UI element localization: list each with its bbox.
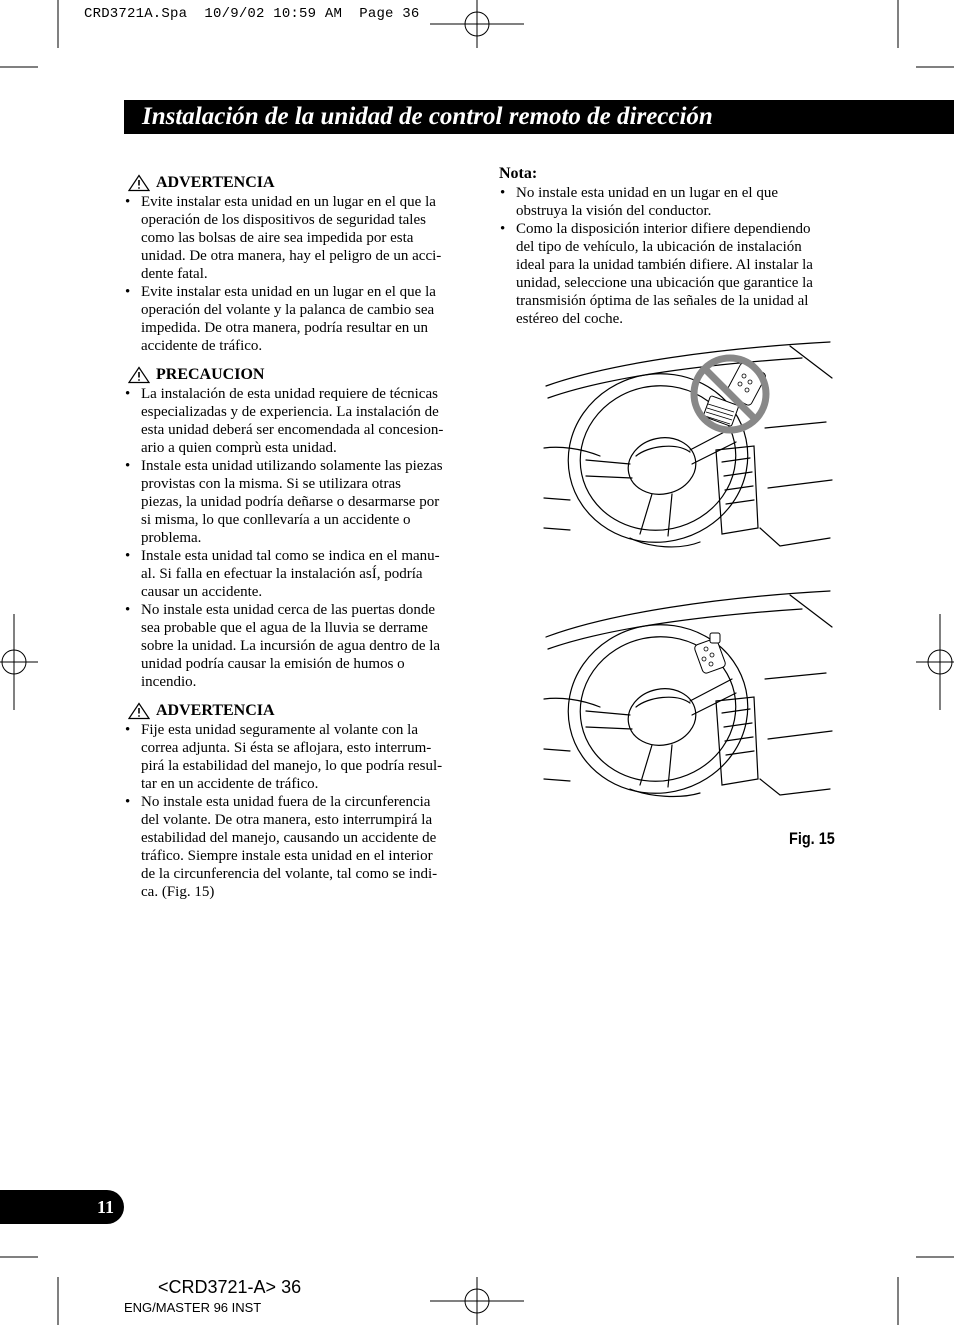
list-item [124, 457, 469, 547]
section-list [124, 193, 469, 355]
page-number: 11 [0, 1190, 124, 1224]
text-line: Como la disposición interior difiere dependiendo [516, 221, 811, 237]
text-line: tar en un accidente de tráfico. [141, 776, 319, 792]
section-heading [124, 173, 469, 193]
note-list [499, 184, 844, 328]
bullet: • [125, 284, 131, 300]
section-heading-text: PRECAUCION [156, 366, 265, 383]
text-line: estéreo del coche. [516, 311, 624, 327]
text-line: problema. [141, 530, 202, 546]
text-line: causar un accidente. [141, 584, 263, 600]
text-line: de la circunferencia del volante, tal como se indi- [141, 866, 438, 882]
page-title: Instalación de la unidad de control remoto de dirección [124, 100, 954, 134]
text-line: La instalación de esta unidad requiere de técnicas [141, 386, 438, 402]
warning-triangle-icon [128, 366, 150, 384]
text-line: esta unidad deberá ser encomendada al concesion- [141, 422, 444, 438]
text-line: unidad podría causar la emisión de humos o [141, 656, 405, 672]
text-line: incendio. [141, 674, 197, 690]
text-line: Evite instalar esta unidad en un lugar en el que la [141, 194, 436, 210]
bullet: • [125, 794, 131, 810]
text-line: operación de los dispositivos de seguridad tales [141, 212, 426, 228]
text-line: estabilidad del manejo, causando un accidente de [141, 830, 437, 846]
bullet: • [125, 548, 131, 564]
figure-label: Fig. 15 [789, 829, 835, 848]
text-line: correa adjunta. Si ésta se aflojara, esto interrum- [141, 740, 432, 756]
list-item [499, 220, 844, 328]
steering-wheel-illustration-bottom [540, 585, 840, 800]
text-line: especializadas y de experiencia. La instalación de [141, 404, 439, 420]
bullet: • [125, 722, 131, 738]
text-line: accidente de tráfico. [141, 338, 263, 354]
text-line: como las bolsas de aire sea impedida por esta [141, 230, 414, 246]
list-item [499, 184, 844, 220]
text-line: Evite instalar esta unidad en un lugar en el que la [141, 284, 436, 300]
print-slug: CRD3721A.Spa 10/9/02 10:59 AM Page 36 [84, 6, 420, 22]
bullet: • [125, 458, 131, 474]
right-column [499, 164, 844, 328]
text-line: dente fatal. [141, 266, 208, 282]
text-line: unidad, seleccione una ubicación que garantice la [516, 275, 813, 291]
text-line: si misma, lo que conllevaría a un accidente o [141, 512, 411, 528]
list-item [124, 385, 469, 457]
text-line: Instale esta unidad tal como se indica en el manu- [141, 548, 440, 564]
text-line: al. Si falla en efectuar la instalación asÍ, podría [141, 566, 423, 582]
list-item [124, 601, 469, 691]
text-line: ideal para la unidad también difiere. Al instalar la [516, 257, 813, 273]
text-line: ario a quien comprù esta unidad. [141, 440, 337, 456]
warning-section [124, 701, 469, 901]
section-heading-text: ADVERTENCIA [156, 174, 275, 191]
text-line: No instale esta unidad fuera de la circunferencia [141, 794, 431, 810]
warning-triangle-icon [128, 702, 150, 720]
text-line: del volante. De otra manera, esto interrumpirá la [141, 812, 433, 828]
list-item [124, 793, 469, 901]
text-line: tráfico. Siempre instale esta unidad en el interior [141, 848, 433, 864]
text-line: Fije esta unidad seguramente al volante con la [141, 722, 418, 738]
bullet: • [500, 221, 506, 237]
text-line: ca. (Fig. 15) [141, 884, 215, 900]
left-column [124, 173, 469, 911]
text-line: No instale esta unidad cerca de las puertas donde [141, 602, 436, 618]
text-line: unidad. De otra manera, hay el peligro de un acci- [141, 248, 442, 264]
text-line: impedida. De otra manera, podría resultar en un [141, 320, 428, 336]
section-list [124, 385, 469, 691]
section-heading-text: ADVERTENCIA [156, 702, 275, 719]
bullet: • [125, 386, 131, 402]
bullet: • [125, 602, 131, 618]
text-line: piezas, la unidad podría deñarse o desarmarse por [141, 494, 440, 510]
section-heading [124, 365, 469, 385]
warning-section [124, 365, 469, 691]
text-line: del tipo de vehículo, la ubicación de instalación [516, 239, 802, 255]
text-line: provistas con la misma. Si se utilizara otras [141, 476, 401, 492]
list-item [124, 721, 469, 793]
text-line: Instale esta unidad utilizando solamente las piezas [141, 458, 443, 474]
warning-triangle-icon [128, 174, 150, 192]
text-line: transmisión óptima de las señales de la unidad al [516, 293, 809, 309]
text-line: obstruya la visión del conductor. [516, 203, 712, 219]
section-list [124, 721, 469, 901]
list-item [124, 193, 469, 283]
bullet: • [500, 185, 506, 201]
steering-wheel-illustration-top [540, 338, 840, 553]
section-heading [124, 701, 469, 721]
list-item [124, 283, 469, 355]
text-line: pirá la estabilidad del manejo, lo que podría resul- [141, 758, 443, 774]
footer-code: <CRD3721-A> 36 [158, 1277, 302, 1297]
text-line: No instale esta unidad en un lugar en el que [516, 185, 779, 201]
bullet: • [125, 194, 131, 210]
text-line: sobre la unidad. La incursión de agua dentro de la [141, 638, 441, 654]
warning-section [124, 173, 469, 355]
text-line: sea probable que el agua de la lluvia se derrame [141, 620, 428, 636]
footer-master: ENG/MASTER 96 INST [124, 1300, 262, 1315]
text-line: operación del volante y la palanca de cambio sea [141, 302, 435, 318]
note-heading: Nota: [499, 165, 538, 182]
list-item [124, 547, 469, 601]
